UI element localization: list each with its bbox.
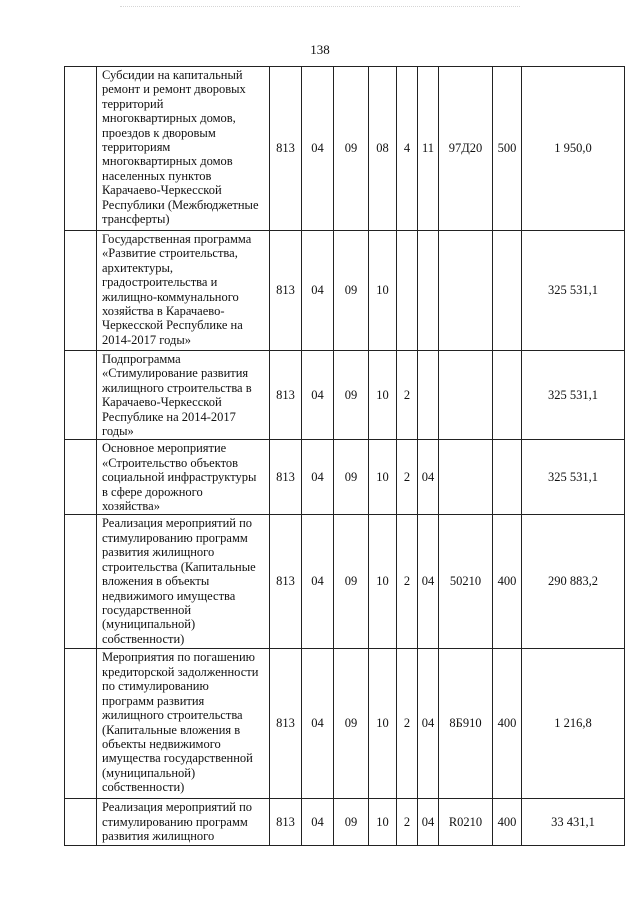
event-code bbox=[418, 231, 439, 351]
table-row bbox=[65, 231, 625, 351]
row-number-cell bbox=[65, 649, 97, 799]
amount: 325 531,1 bbox=[522, 231, 625, 351]
item-name: Государственная программа «Развитие строительства, архитектуры, градостроительства и жилищно-коммунального хозяйства в Карачаево- Черкесской Республике на 2014-2017 годы» bbox=[97, 231, 270, 351]
row-number-cell bbox=[65, 231, 97, 351]
page-number: 138 bbox=[310, 42, 330, 57]
ministry-code: 813 bbox=[270, 231, 302, 351]
subsection-code: 09 bbox=[334, 799, 369, 845]
direction-code bbox=[439, 351, 493, 440]
table-row bbox=[65, 515, 625, 649]
row-number-cell bbox=[65, 515, 97, 649]
budget-table bbox=[64, 66, 625, 846]
subprogram-code: 4 bbox=[397, 67, 418, 231]
amount: 325 531,1 bbox=[522, 440, 625, 515]
program-code: 10 bbox=[369, 351, 397, 440]
ministry-code: 813 bbox=[270, 440, 302, 515]
event-code: 11 bbox=[418, 67, 439, 231]
subprogram-code: 2 bbox=[397, 440, 418, 515]
expense-type-code: 500 bbox=[493, 67, 522, 231]
row-number-cell bbox=[65, 799, 97, 845]
program-code: 10 bbox=[369, 440, 397, 515]
expense-type-code bbox=[493, 351, 522, 440]
ministry-code: 813 bbox=[270, 515, 302, 649]
subprogram-code: 2 bbox=[397, 351, 418, 440]
item-name: Основное мероприятие «Строительство объектов социальной инфраструктуры в сфере дорожного хозяйства» bbox=[97, 440, 270, 515]
event-code: 04 bbox=[418, 649, 439, 799]
expense-type-code: 400 bbox=[493, 515, 522, 649]
section-code: 04 bbox=[302, 515, 334, 649]
section-code: 04 bbox=[302, 649, 334, 799]
item-name: Реализация мероприятий по стимулированию программ развития жилищного bbox=[97, 799, 270, 845]
direction-code: 50210 bbox=[439, 515, 493, 649]
subsection-code: 09 bbox=[334, 67, 369, 231]
ministry-code: 813 bbox=[270, 351, 302, 440]
event-code: 04 bbox=[418, 799, 439, 845]
ministry-code: 813 bbox=[270, 649, 302, 799]
direction-code bbox=[439, 440, 493, 515]
item-name: Субсидии на капитальный ремонт и ремонт дворовых территорий многоквартирных домов, проездов к дворовым территориям многоквартирных домов населенных пунктов Карачаево-Черкесской Республики (Межбюджетные трансферты) bbox=[97, 67, 270, 231]
ministry-code: 813 bbox=[270, 799, 302, 845]
table-row bbox=[65, 351, 625, 440]
subprogram-code: 2 bbox=[397, 799, 418, 845]
subsection-code: 09 bbox=[334, 440, 369, 515]
subsection-code: 09 bbox=[334, 351, 369, 440]
direction-code bbox=[439, 231, 493, 351]
expense-type-code bbox=[493, 231, 522, 351]
subprogram-code: 2 bbox=[397, 649, 418, 799]
table-row bbox=[65, 67, 625, 231]
expense-type-code bbox=[493, 440, 522, 515]
row-number-cell bbox=[65, 440, 97, 515]
program-code: 10 bbox=[369, 515, 397, 649]
subprogram-code: 2 bbox=[397, 515, 418, 649]
subsection-code: 09 bbox=[334, 231, 369, 351]
section-code: 04 bbox=[302, 231, 334, 351]
direction-code: R0210 bbox=[439, 799, 493, 845]
direction-code: 8Б910 bbox=[439, 649, 493, 799]
event-code: 04 bbox=[418, 440, 439, 515]
direction-code: 97Д20 bbox=[439, 67, 493, 231]
table-row bbox=[65, 799, 625, 845]
section-code: 04 bbox=[302, 799, 334, 845]
section-code: 04 bbox=[302, 440, 334, 515]
amount: 290 883,2 bbox=[522, 515, 625, 649]
event-code bbox=[418, 351, 439, 440]
expense-type-code: 400 bbox=[493, 649, 522, 799]
table-row bbox=[65, 440, 625, 515]
event-code: 04 bbox=[418, 515, 439, 649]
item-name: Подпрограмма «Стимулирование развития жилищного строительства в Карачаево-Черкесской Республике на 2014-2017 годы» bbox=[97, 351, 270, 440]
item-name: Мероприятия по погашению кредиторской задолженности по стимулированию программ развития жилищного строительства (Капитальные вложения в объекты недвижимого имущества государственной (муниципальной) собственности) bbox=[97, 649, 270, 799]
subprogram-code bbox=[397, 231, 418, 351]
amount: 1 216,8 bbox=[522, 649, 625, 799]
row-number-cell bbox=[65, 67, 97, 231]
program-code: 08 bbox=[369, 67, 397, 231]
table-row bbox=[65, 649, 625, 799]
row-number-cell bbox=[65, 351, 97, 440]
scan-artifact bbox=[120, 6, 520, 11]
subsection-code: 09 bbox=[334, 515, 369, 649]
amount: 1 950,0 bbox=[522, 67, 625, 231]
program-code: 10 bbox=[369, 799, 397, 845]
section-code: 04 bbox=[302, 67, 334, 231]
amount: 33 431,1 bbox=[522, 799, 625, 845]
program-code: 10 bbox=[369, 231, 397, 351]
section-code: 04 bbox=[302, 351, 334, 440]
subsection-code: 09 bbox=[334, 649, 369, 799]
item-name: Реализация мероприятий по стимулированию программ развития жилищного строительства (Капитальные вложения в объекты недвижимого имущества государственной (муниципальной) собственности) bbox=[97, 515, 270, 649]
expense-type-code: 400 bbox=[493, 799, 522, 845]
ministry-code: 813 bbox=[270, 67, 302, 231]
amount: 325 531,1 bbox=[522, 351, 625, 440]
program-code: 10 bbox=[369, 649, 397, 799]
